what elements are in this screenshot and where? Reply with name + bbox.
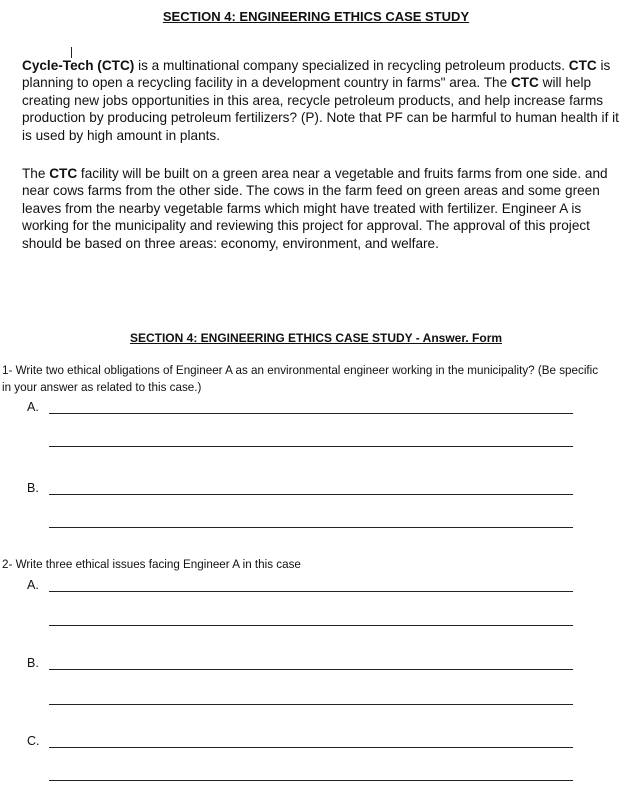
question-1-line-1: 1- Write two ethical obligations of Engineer A as an environmental engineer working in the municipality? (Be specific (2, 363, 599, 377)
q1-label-a: A. (27, 400, 39, 414)
section-title: SECTION 4: ENGINEERING ETHICS CASE STUDY (162, 9, 470, 24)
question-2-text: 2- Write three ethical issues facing Engineer A in this case (2, 557, 301, 571)
q1-b-answer-line-1[interactable] (49, 494, 573, 495)
paragraph-2-text-1: The (22, 166, 50, 181)
company-name: Cycle-Tech (CTC) (22, 58, 135, 73)
q1-a-answer-line-2[interactable] (49, 446, 573, 447)
ctc-abbreviation: CTC (49, 166, 78, 181)
paragraph-1-text-2: is planning to open a recycling facility in a development country in farms" area. The (22, 58, 611, 91)
case-paragraph-1 (22, 57, 622, 144)
q2-b-answer-line-2[interactable] (49, 704, 573, 705)
q2-a-answer-line-2[interactable] (49, 625, 573, 626)
case-paragraph-2 (22, 165, 622, 252)
ctc-abbreviation: CTC (568, 58, 597, 73)
paragraph-2-text-2: facility will be built on a green area near a vegetable and fruits farms from one side. and near cows farms from the other side. The cows in the farm feed on green areas and some green leaves from the nearby vegetable farms which might have treated with fertilizer. Engineer A is working for the municipality and reviewing this project for approval. The approval of this project should be based on three areas: economy, environment, and welfare. (22, 166, 608, 251)
question-1 (2, 362, 599, 395)
q2-c-answer-line-2[interactable] (49, 780, 573, 781)
q1-label-b: B. (27, 481, 39, 495)
q2-label-a: A. (27, 578, 39, 592)
question-2 (2, 556, 592, 573)
q1-a-answer-line-1[interactable] (49, 413, 573, 414)
q2-a-answer-line-1[interactable] (49, 591, 573, 592)
q2-label-c: C. (27, 734, 40, 748)
paragraph-1-text-1: is a multinational company specialized in recycling petroleum products. (134, 58, 569, 73)
q2-c-answer-line-1[interactable] (49, 747, 573, 748)
answer-form-title: SECTION 4: ENGINEERING ETHICS CASE STUDY - Answer. Form (129, 331, 503, 345)
paragraph-1-text-3: will help creating new jobs opportunities in this area, recycle petroleum products, and help increase farms production by producing petroleum fertilizers? (P). Note that PF can be harmful to human health if it is used by high amount in plants. (22, 75, 619, 143)
q1-b-answer-line-2[interactable] (49, 527, 573, 528)
ctc-abbreviation: CTC (510, 75, 539, 91)
q2-label-b: B. (27, 656, 39, 670)
q2-b-answer-line-1[interactable] (49, 669, 573, 670)
question-1-line-2: in your answer as related to this case.) (2, 379, 202, 394)
